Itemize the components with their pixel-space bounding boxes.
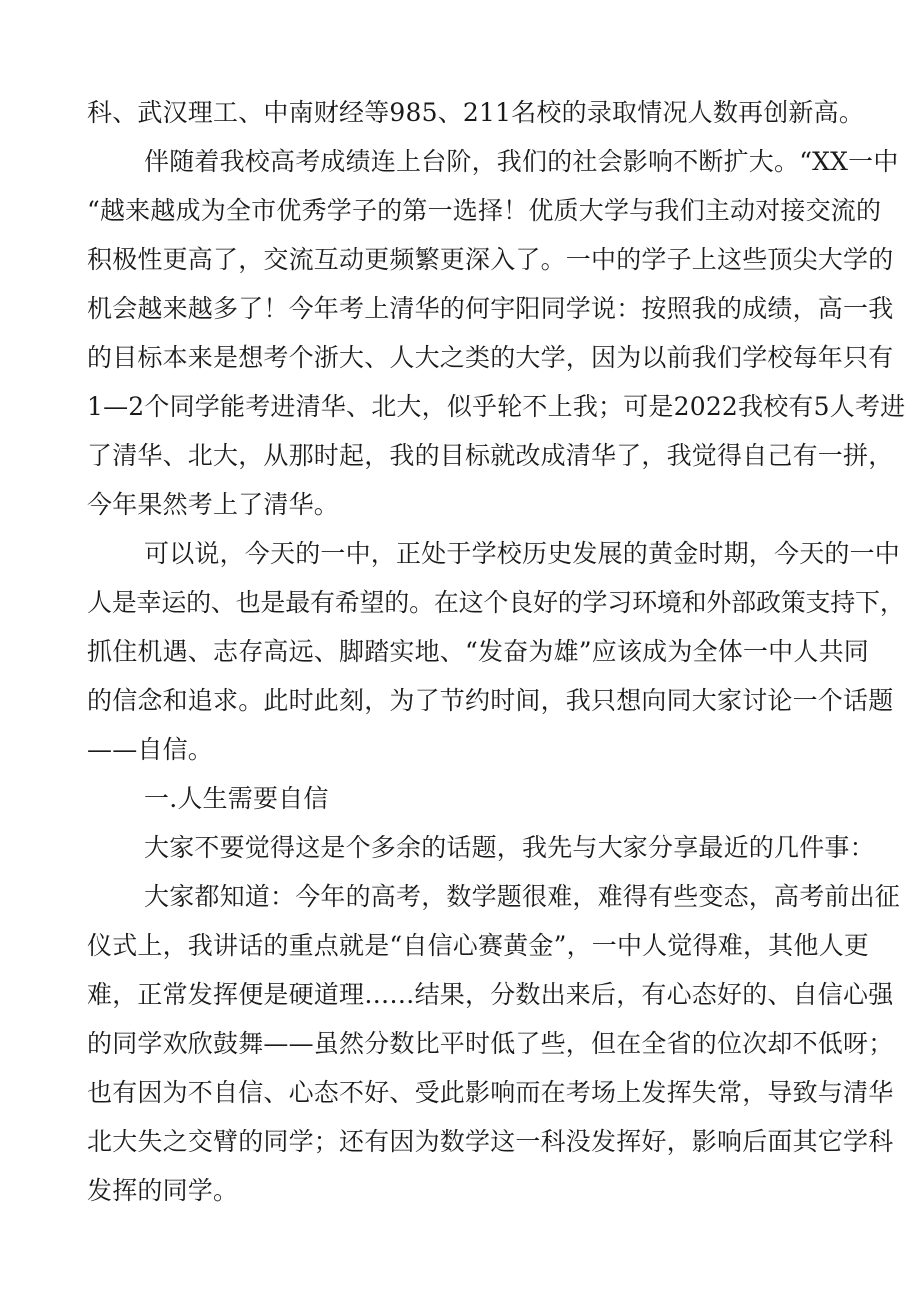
text-line-12: 抓住机遇、志存高远、脚踏实地、“发奋为雄”应该成为全体一中人共同 (87, 637, 869, 666)
text-line-1: 科、武汉理工、中南财经等985、211名校的录取情况人数再创新高。 (87, 98, 865, 127)
text-line-8: 了清华、北大，从那时起，我的目标就改成清华了，我觉得自己有一拼， (87, 441, 894, 470)
text-line-14: ——自信。 (87, 735, 214, 764)
section-heading: 一.人生需要自信 (144, 784, 329, 813)
text-line-2: 伴随着我校高考成绩连上台阶，我们的社会影响不断扩大。“XX一中 (144, 147, 899, 176)
text-line-7: 1—2个同学能考进清华、北大，似乎轮不上我；可是2022我校有5人考进 (87, 392, 906, 421)
text-line-20: 的同学欢欣鼓舞——虽然分数比平时低了些，但在全省的位次却不低呀； (87, 1029, 894, 1058)
text-line-4: 积极性更高了，交流互动更频繁更深入了。一中的学子上这些顶尖大学的 (87, 245, 894, 274)
text-line-23: 发挥的同学。 (87, 1176, 239, 1205)
text-line-22: 北大失之交臂的同学；还有因为数学这一科没发挥好，影响后面其它学科 (87, 1127, 894, 1156)
text-line-17: 大家都知道：今年的高考，数学题很难，难得有些变态，高考前出征 (144, 882, 901, 911)
text-line-18: 仪式上，我讲话的重点就是“自信心赛黄金”，一中人觉得难，其他人更 (87, 931, 869, 960)
text-line-9: 今年果然考上了清华。 (87, 490, 340, 519)
text-line-11: 人是幸运的、也是最有希望的。在这个良好的学习环境和外部政策支持下， (87, 588, 905, 617)
text-line-5: 机会越来越多了！今年考上清华的何宇阳同学说：按照我的成绩，高一我 (87, 294, 894, 323)
text-line-10: 可以说，今天的一中，正处于学校历史发展的黄金时期，今天的一中 (144, 539, 901, 568)
text-line-21: 也有因为不自信、心态不好、受此影响而在考场上发挥失常，导致与清华 (87, 1078, 894, 1107)
text-line-13: 的信念和追求。此时此刻，为了节约时间，我只想向同大家讨论一个话题 (87, 686, 894, 715)
text-line-16: 大家不要觉得这是个多余的话题，我先与大家分享最近的几件事： (144, 833, 875, 862)
text-line-3: “越来越成为全市优秀学子的第一选择！优质大学与我们主动对接交流的 (87, 196, 882, 225)
text-line-19: 难，正常发挥便是硬道理……结果，分数出来后，有心态好的、自信心强 (87, 980, 894, 1009)
text-line-6: 的目标本来是想考个浙大、人大之类的大学，因为以前我们学校每年只有 (87, 343, 894, 372)
